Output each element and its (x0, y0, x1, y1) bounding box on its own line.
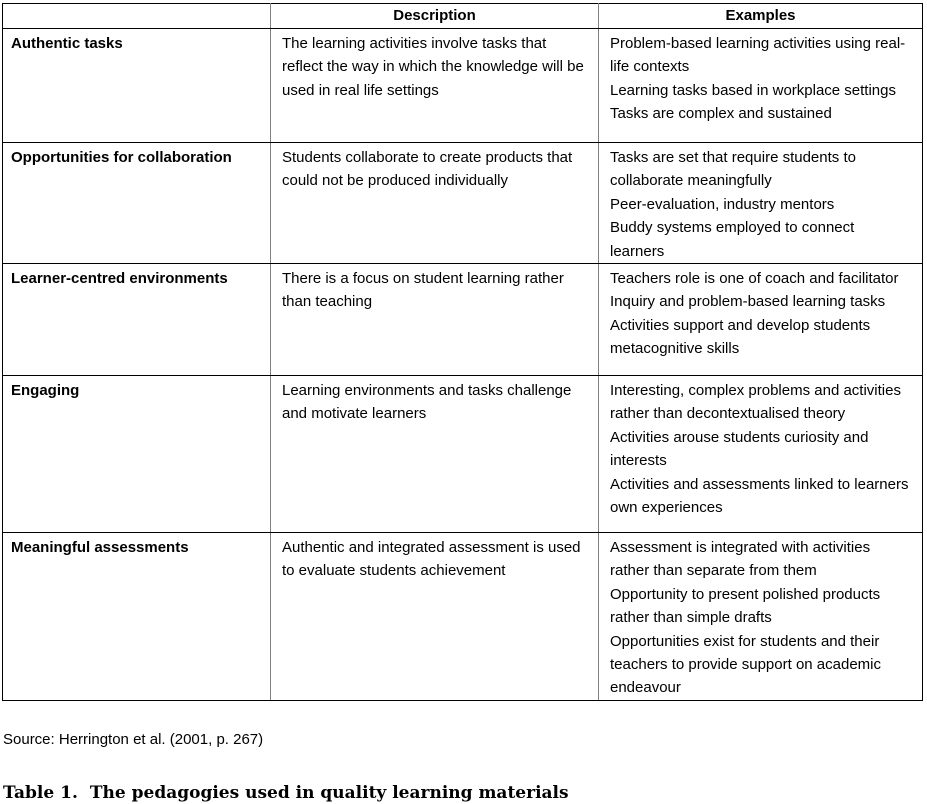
header-cell-examples: Examples (599, 4, 923, 29)
description-cell: Authentic and integrated assessment is used to evaluate students achievement (271, 533, 599, 701)
description-cell: There is a focus on student learning rather than teaching (271, 264, 599, 376)
example-item: Inquiry and problem-based learning tasks (610, 293, 886, 311)
table-row-authentic-tasks (3, 29, 923, 143)
table-row-meaningful-assessments (3, 533, 923, 701)
example-item: Tasks are set that require students to collaborate meaningfully (610, 149, 856, 190)
source-note: Source: Herrington et al. (2001, p. 267) (3, 730, 264, 748)
example-item: Opportunity to present polished products rather than simple drafts (610, 585, 881, 627)
table-caption (3, 782, 927, 804)
table-row-engaging (3, 376, 923, 533)
example-item: Assessment is integrated with activities rather than separate from them (610, 539, 871, 580)
description-cell: Students collaborate to create products that could not be produced individually (271, 143, 599, 264)
pedagogy-cell: Authentic tasks (3, 29, 271, 143)
pedagogy-cell: Opportunities for collaboration (3, 143, 271, 264)
examples-cell (599, 533, 923, 701)
header-cell-description: Description (271, 4, 599, 29)
table-row-opportunities-for-collaboration (3, 143, 923, 264)
example-item: Learning tasks based in workplace settings (610, 81, 896, 99)
pedagogy-cell: Learner-centred environments (3, 264, 271, 376)
pedagogies-table (2, 3, 923, 701)
table-caption-text: The pedagogies used in quality learning materials (89, 782, 569, 803)
description-cell: The learning activities involve tasks that reflect the way in which the knowledge will be used in real life settings (271, 29, 599, 143)
table-caption-label: Table 1. (3, 782, 78, 803)
header-cell-empty (3, 4, 271, 29)
description-cell: Learning environments and tasks challenge and motivate learners (271, 376, 599, 533)
example-item: Tasks are complex and sustained (610, 105, 832, 123)
example-item: Activities support and develop students metacognitive skills (610, 316, 871, 358)
example-item: Peer-evaluation, industry mentors (610, 195, 835, 213)
example-item: Problem-based learning activities using real-life contexts (610, 35, 906, 76)
example-item: Teachers role is one of coach and facilitator (610, 270, 899, 288)
example-item: Activities arouse students curiosity and interests (610, 428, 869, 470)
example-item: Activities and assessments linked to learners own experiences (610, 475, 909, 517)
table-row-learner-centred-environments (3, 264, 923, 376)
pedagogy-cell: Engaging (3, 376, 271, 533)
pedagogy-cell: Meaningful assessments (3, 533, 271, 701)
examples-cell (599, 143, 923, 264)
examples-cell (599, 264, 923, 376)
example-item: Opportunities exist for students and their teachers to provide support on academic endeavour (610, 632, 881, 697)
example-item: Interesting, complex problems and activities rather than decontextualised theory (610, 382, 901, 423)
examples-cell (599, 376, 923, 533)
examples-cell (599, 29, 923, 143)
header-row (3, 4, 923, 29)
example-item: Buddy systems employed to connect learners (610, 219, 855, 260)
